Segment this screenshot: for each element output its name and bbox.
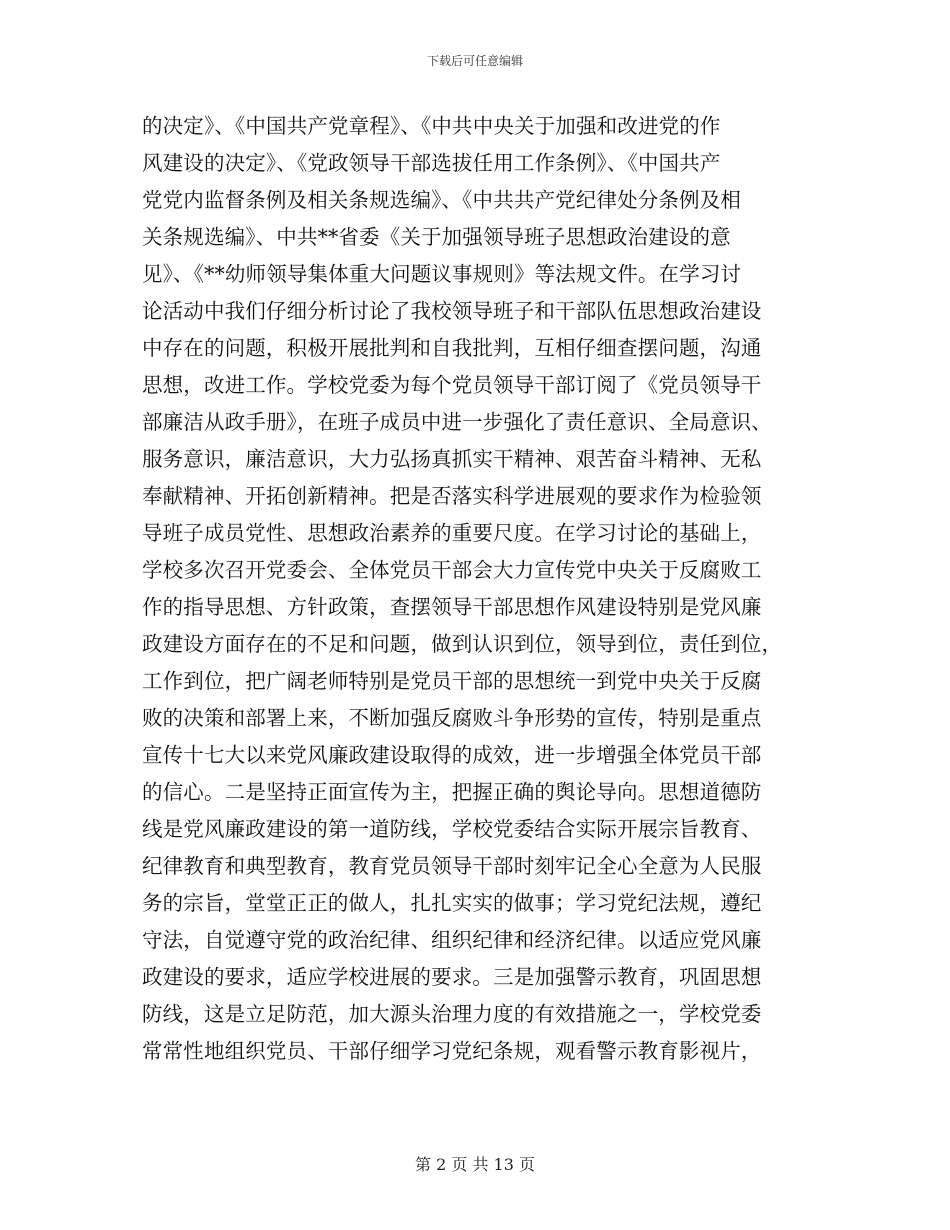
text-line: 工作到位，把广阔老师特别是党员干部的思想统一到党中央关于反腐 [142, 669, 762, 693]
text-line: 党党内监督条例及相关条规选编》、《中共共产党纪律处分条例及相 [142, 188, 741, 212]
text-line: 常常性地组织党员、干部仔细学习党纪条规，观看警示教育影视片， [142, 1039, 762, 1063]
text-line: 学校多次召开党委会、全体党员干部会大力宣传党中央关于反腐败工 [142, 558, 762, 582]
page-header: 下载后可任意编辑 [426, 54, 523, 68]
text-line: 中存在的问题，积极开展批判和自我批判，互相仔细查摆问题，沟通 [142, 336, 762, 360]
text-line: 线是党风廉政建设的第一道防线，学校党委结合实际开展宗旨教育、 [142, 817, 762, 841]
text-line: 守法，自觉遵守党的政治纪律、组织纪律和经济纪律。以适应党风廉 [142, 928, 762, 952]
text-line: 政建设的要求，适应学校进展的要求。三是加强警示教育，巩固思想 [142, 965, 762, 989]
text-line: 奉献精神、开拓创新精神。把是否落实科学进展观的要求作为检验领 [142, 484, 762, 508]
text-line: 论活动中我们仔细分析讨论了我校领导班子和干部队伍思想政治建设 [142, 299, 762, 323]
text-line: 防线，这是立足防范，加大源头治理力度的有效措施之一，学校党委 [142, 1002, 762, 1026]
document-body [142, 108, 822, 1070]
text-line: 败的决策和部署上来，不断加强反腐败斗争形势的宣传，特别是重点 [142, 706, 762, 730]
text-line: 的决定》、《中国共产党章程》、《中共中央关于加强和改进党的作 [142, 114, 721, 138]
text-line: 宣传十七大以来党风廉政建设取得的成效，进一步增强全体党员干部 [142, 743, 762, 767]
text-line: 思想，改进工作。学校党委为每个党员领导干部订阅了《党员领导干 [142, 373, 762, 397]
text-line: 导班子成员党性、思想政治素养的重要尺度。在学习讨论的基础上， [142, 521, 762, 545]
text-line: 纪律教育和典型教育，教育党员领导干部时刻牢记全心全意为人民服 [142, 854, 762, 878]
text-line: 务的宗旨，堂堂正正的做人，扎扎实实的做事；学习党纪法规，遵纪 [142, 891, 762, 915]
text-line: 服务意识，廉洁意识，大力弘扬真抓实干精神、艰苦奋斗精神、无私 [142, 447, 762, 471]
text-line: 见》、《**幼师领导集体重大问题议事规则》等法规文件。在学习讨 [142, 262, 742, 286]
text-line: 关条规选编》、中共**省委《关于加强领导班子思想政治建设的意 [142, 225, 731, 249]
page-number-footer: 第 2 页 共 13 页 [415, 1155, 535, 1174]
text-line: 政建设方面存在的不足和问题，做到认识到位，领导到位，责任到位， [142, 632, 783, 656]
text-line: 作的指导思想、方针政策，查摆领导干部思想作风建设特别是党风廉 [142, 595, 762, 619]
text-line: 风建设的决定》、《党政领导干部选拔任用工作条例》、《中国共产 [142, 151, 721, 175]
text-line: 的信心。二是坚持正面宣传为主，把握正确的舆论导向。思想道德防 [142, 780, 762, 804]
text-line: 部廉洁从政手册》，在班子成员中进一步强化了责任意识、全局意识、 [142, 410, 772, 434]
